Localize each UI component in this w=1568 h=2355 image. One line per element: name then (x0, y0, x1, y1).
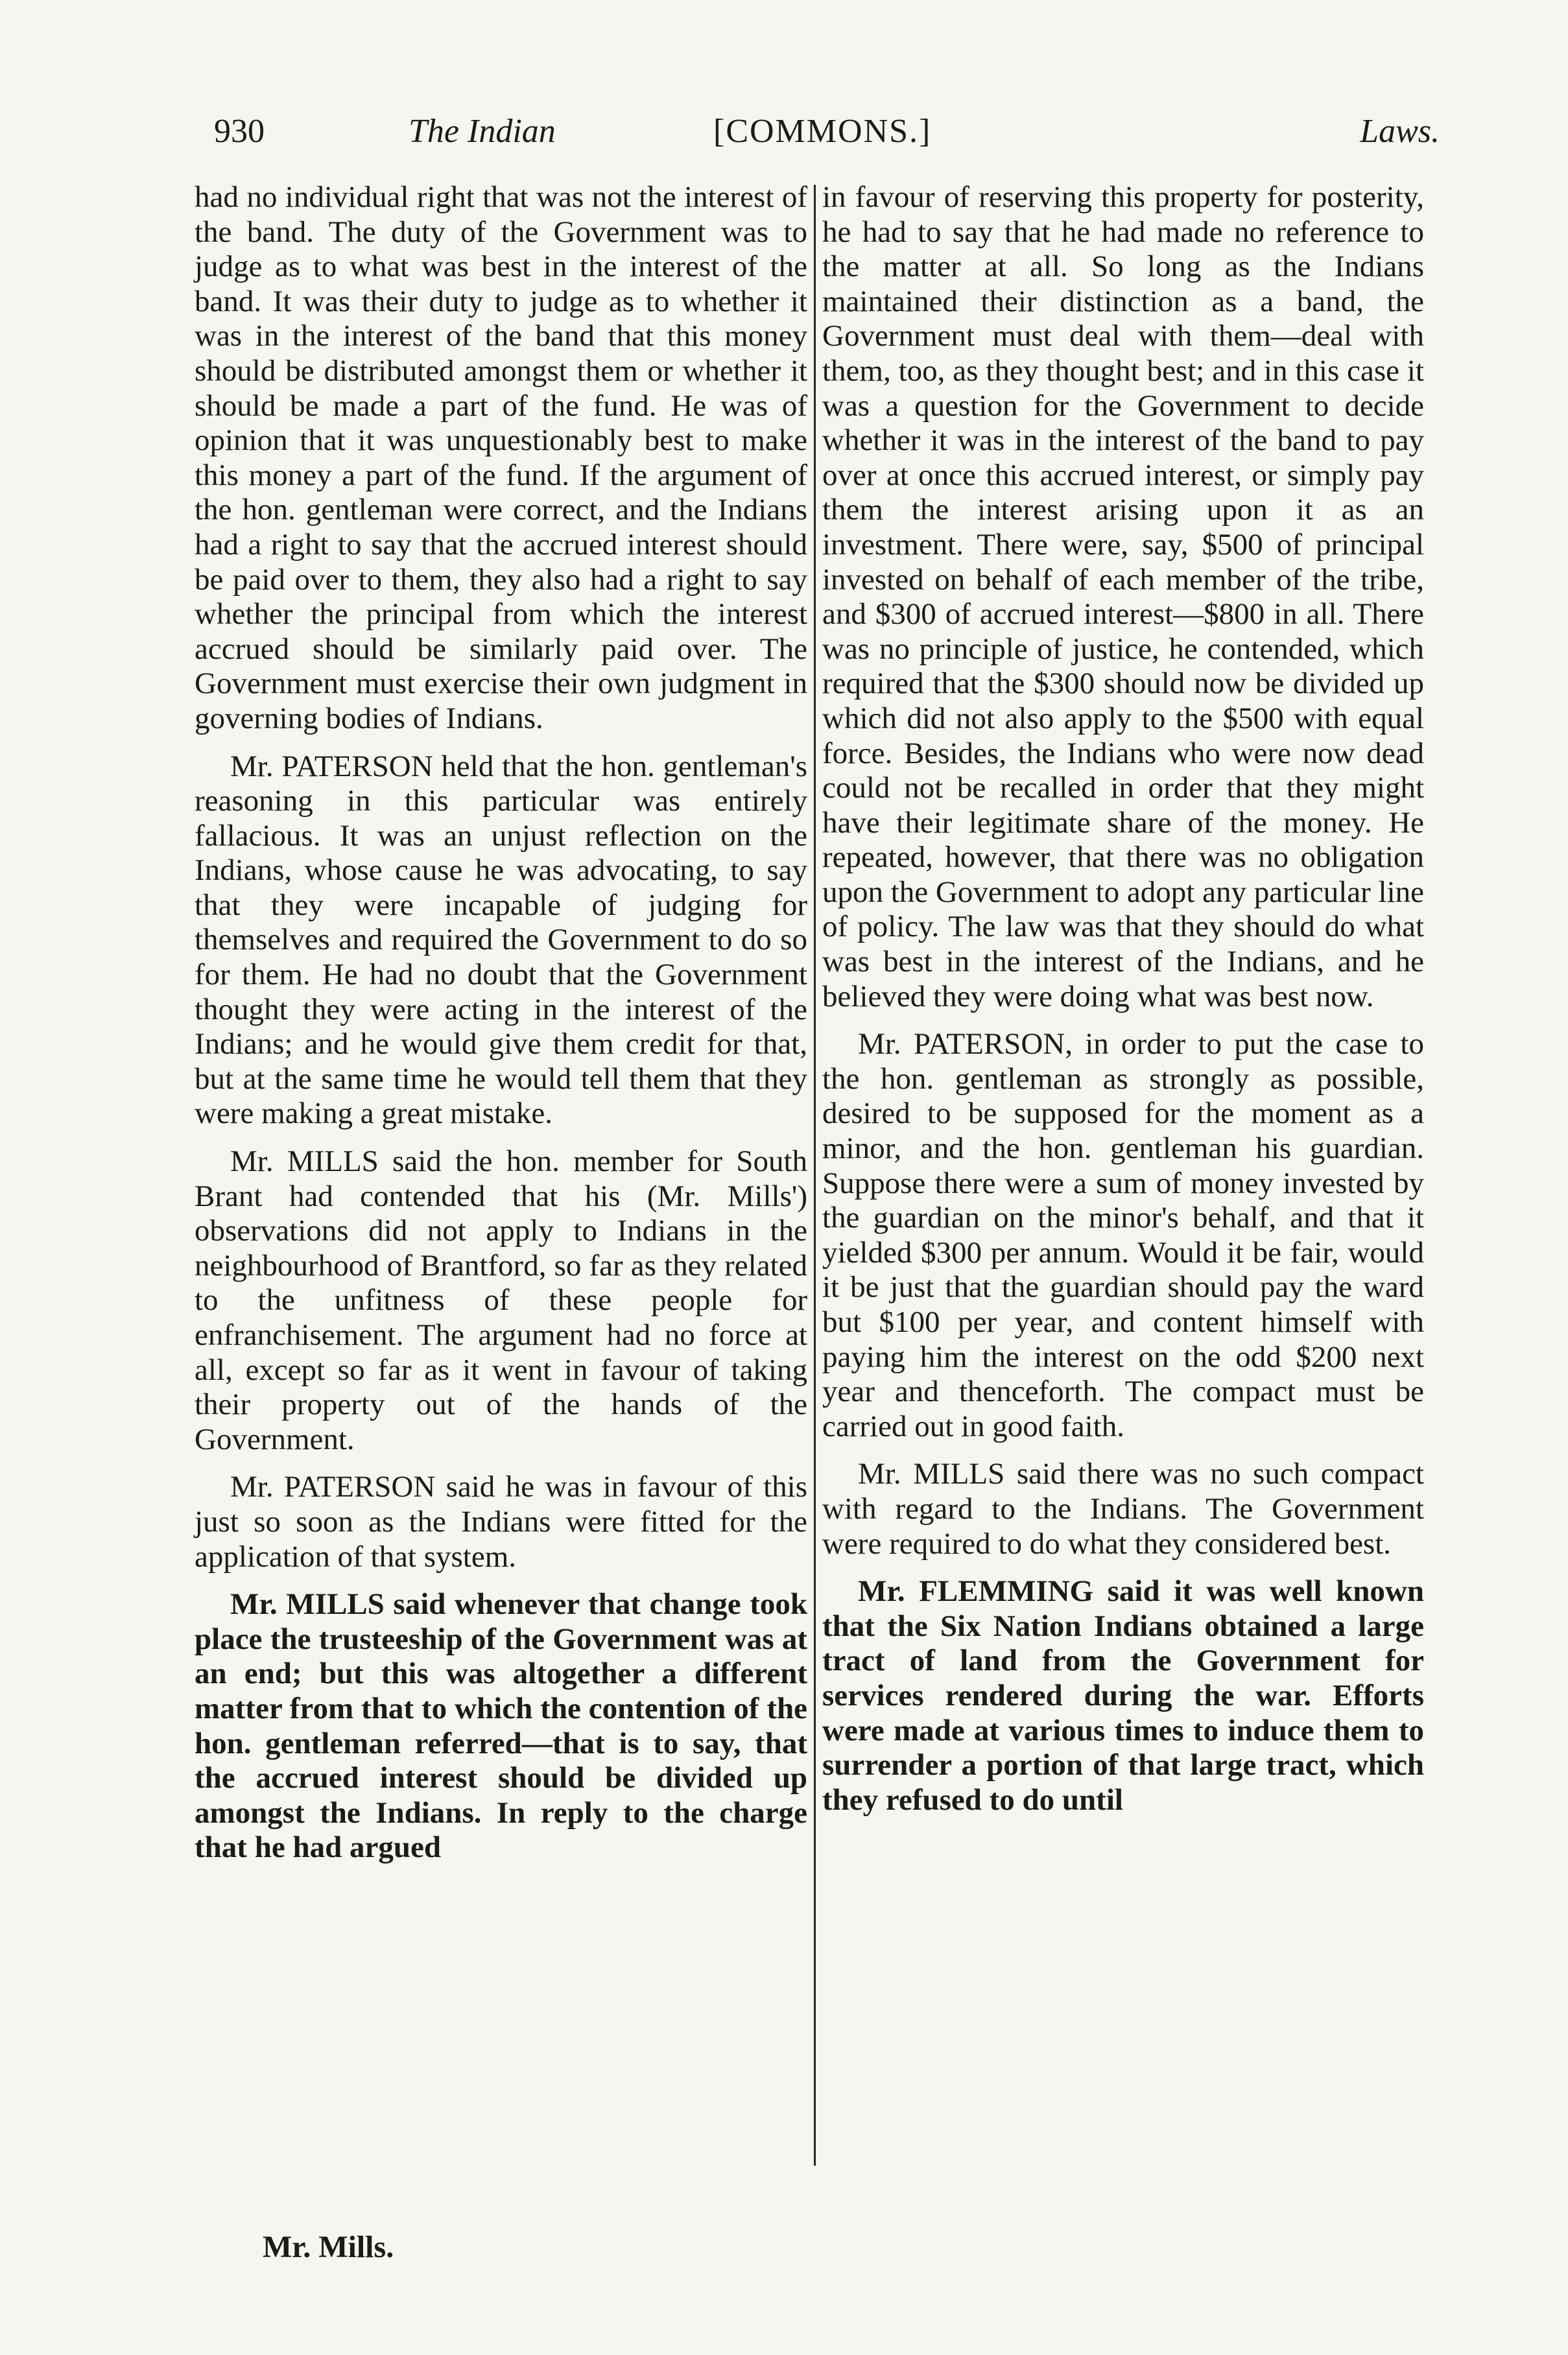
header-right-title: Laws. (1360, 113, 1440, 150)
catchword-footer: Mr. Mills. (263, 2230, 394, 2264)
left-column (195, 180, 807, 1878)
right-paragraph-4: Mr. FLEMMING said it was well known that the Six Nation Indians obtained a large tract of land from the Government for services rendered during the war. Efforts were made at various times to induce them to surrender a portion of that large tract, which they refused to do until (822, 1574, 1424, 1817)
page-number: 930 (214, 113, 265, 150)
column-divider (814, 185, 816, 2166)
left-paragraph-2: Mr. PATERSON held that the hon. gentleman's reasoning in this particular was entirely fallacious. It was an unjust reflection on the Indians, whose cause he was advocating, to say that they were incapable of judging for themselves and required the Government to do so for them. He had no doubt that the Government thought they were acting in the interest of the Indians; and he would give them credit for that, but at the same time he would tell them that they were making a great mistake. (195, 749, 807, 1131)
header-left-title: The Indian (409, 113, 556, 150)
right-paragraph-2: Mr. PATERSON, in order to put the case to the hon. gentleman as strongly as possible, desired to be supposed for the moment as a minor, and the hon. gentleman his guardian. Suppose there were a sum of money invested by the guardian on the minor's behalf, and that it yielded $300 per annum. Would it be fair, would it be just that the guardian should pay the ward but $100 per year, and content himself with paying him the interest on the odd $200 next year and thenceforth. The compact must be carried out in good faith. (822, 1027, 1424, 1443)
left-paragraph-3: Mr. MILLS said the hon. member for South Brant had contended that his (Mr. Mills') observations did not apply to Indians in the neighbourhood of Brantford, so far as they related to the unfitness of these people for enfranchisement. The argument had no force at all, except so far as it went in favour of taking their property out of the hands of the Government. (195, 1144, 807, 1456)
left-paragraph-5: Mr. MILLS said whenever that change took place the trusteeship of the Government was at an end; but this was altogether a different matter from that to which the contention of the hon. gentleman referred—that is to say, that the accrued interest should be divided up amongst the Indians. In reply to the charge that he had argued (195, 1587, 807, 1865)
left-paragraph-4: Mr. PATERSON said he was in favour of this just so soon as the Indians were fitted for the application of that system. (195, 1470, 807, 1574)
right-paragraph-3: Mr. MILLS said there was no such compact with regard to the Indians. The Government were required to do what they considered best. (822, 1457, 1424, 1561)
running-header (214, 109, 1440, 167)
right-column (822, 180, 1424, 1830)
left-paragraph-1: had no individual right that was not the interest of the band. The duty of the Government was to judge as to what was best in the interest of the band. It was their duty to judge as to whether it was in the interest of the band that this money should be distributed amongst them or whether it should be made a part of the fund. He was of opinion that it was unquestionably best to make this money a part of the fund. If the argument of the hon. gentleman were correct, and the Indians had a right to say that the accrued interest should be paid over to them, they also had a right to say whether the principal from which the interest accrued should be similarly paid over. The Government must exercise their own judgment in governing bodies of Indians. (195, 180, 807, 735)
header-center-title: [COMMONS.] (713, 113, 932, 150)
right-paragraph-1: in favour of reserving this property for posterity, he had to say that he had made no reference to the matter at all. So long as the Indians maintained their distinction as a band, the Government must deal with them—deal with them, too, as they thought best; and in this case it was a question for the Government to decide whether it was in the interest of the band to pay over at once this accrued interest, or simply pay them the interest arising upon it as an investment. There were, say, $500 of principal invested on behalf of each member of the tribe, and $300 of accrued interest—$800 in all. There was no principle of justice, he contended, which required that the $300 should now be divided up which did not also apply to the $500 with equal force. Besides, the Indians who were now dead could not be recalled in order that they might have their legitimate share of the money. He repeated, however, that there was no obligation upon the Government to adopt any particular line of policy. The law was that they should do what was best in the interest of the Indians, and he believed they were doing what was best now. (822, 180, 1424, 1013)
